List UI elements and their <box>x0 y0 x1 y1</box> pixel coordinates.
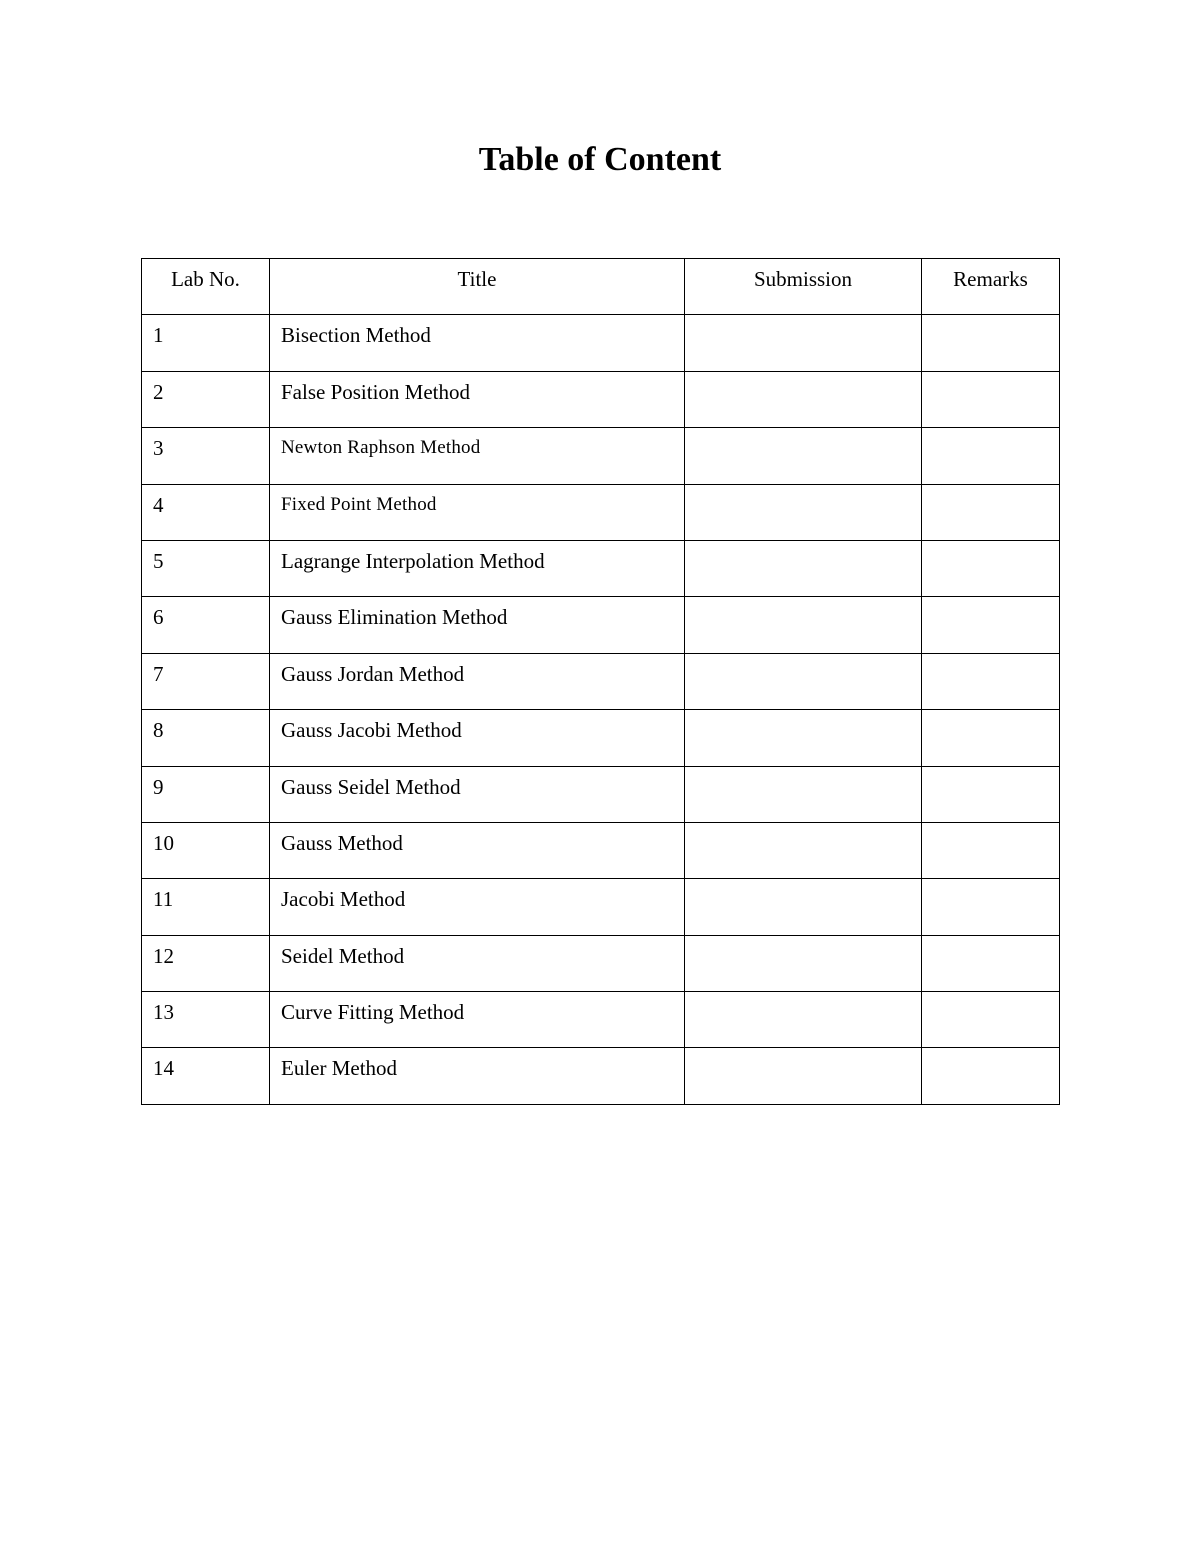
lab-no-cell: 5 <box>142 540 270 596</box>
title-cell: False Position Method <box>270 371 685 427</box>
lab-no-cell: 6 <box>142 597 270 653</box>
table-row <box>142 992 1060 1048</box>
submission-cell <box>685 484 922 540</box>
title-cell: Gauss Method <box>270 822 685 878</box>
table-row <box>142 1048 1060 1104</box>
header-remarks: Remarks <box>922 259 1060 315</box>
title-cell: Fixed Point Method <box>270 484 685 540</box>
remarks-cell <box>922 484 1060 540</box>
header-title: Title <box>270 259 685 315</box>
submission-cell <box>685 879 922 935</box>
table-row <box>142 540 1060 596</box>
title-cell: Gauss Elimination Method <box>270 597 685 653</box>
header-lab-no: Lab No. <box>142 259 270 315</box>
remarks-cell <box>922 315 1060 371</box>
remarks-cell <box>922 597 1060 653</box>
table-of-content <box>141 258 1060 1105</box>
title-cell: Gauss Seidel Method <box>270 766 685 822</box>
remarks-cell <box>922 1048 1060 1104</box>
remarks-cell <box>922 992 1060 1048</box>
table-row <box>142 710 1060 766</box>
submission-cell <box>685 540 922 596</box>
table-row <box>142 879 1060 935</box>
lab-no-cell: 14 <box>142 1048 270 1104</box>
remarks-cell <box>922 879 1060 935</box>
table-row <box>142 653 1060 709</box>
lab-no-cell: 4 <box>142 484 270 540</box>
submission-cell <box>685 653 922 709</box>
title-cell: Curve Fitting Method <box>270 992 685 1048</box>
title-cell: Seidel Method <box>270 935 685 991</box>
header-submission: Submission <box>685 259 922 315</box>
submission-cell <box>685 710 922 766</box>
lab-no-cell: 13 <box>142 992 270 1048</box>
table-row <box>142 766 1060 822</box>
lab-no-cell: 11 <box>142 879 270 935</box>
table-row <box>142 315 1060 371</box>
title-cell: Bisection Method <box>270 315 685 371</box>
submission-cell <box>685 597 922 653</box>
lab-no-cell: 10 <box>142 822 270 878</box>
submission-cell <box>685 766 922 822</box>
lab-no-cell: 8 <box>142 710 270 766</box>
remarks-cell <box>922 540 1060 596</box>
table-row <box>142 822 1060 878</box>
lab-no-cell: 1 <box>142 315 270 371</box>
lab-no-cell: 3 <box>142 428 270 484</box>
title-cell: Lagrange Interpolation Method <box>270 540 685 596</box>
table-row <box>142 597 1060 653</box>
submission-cell <box>685 935 922 991</box>
remarks-cell <box>922 822 1060 878</box>
table-header <box>142 259 1060 315</box>
table-row <box>142 935 1060 991</box>
submission-cell <box>685 992 922 1048</box>
header-row <box>142 259 1060 315</box>
submission-cell <box>685 428 922 484</box>
lab-no-cell: 9 <box>142 766 270 822</box>
title-cell: Jacobi Method <box>270 879 685 935</box>
title-cell: Newton Raphson Method <box>270 428 685 484</box>
remarks-cell <box>922 371 1060 427</box>
table-row <box>142 428 1060 484</box>
lab-no-cell: 7 <box>142 653 270 709</box>
table-row <box>142 371 1060 427</box>
title-cell: Gauss Jordan Method <box>270 653 685 709</box>
submission-cell <box>685 822 922 878</box>
remarks-cell <box>922 653 1060 709</box>
title-cell: Euler Method <box>270 1048 685 1104</box>
submission-cell <box>685 371 922 427</box>
remarks-cell <box>922 935 1060 991</box>
table-body <box>142 315 1060 1104</box>
remarks-cell <box>922 428 1060 484</box>
submission-cell <box>685 315 922 371</box>
table-row <box>142 484 1060 540</box>
remarks-cell <box>922 766 1060 822</box>
remarks-cell <box>922 710 1060 766</box>
submission-cell <box>685 1048 922 1104</box>
title-cell: Gauss Jacobi Method <box>270 710 685 766</box>
lab-no-cell: 12 <box>142 935 270 991</box>
page-title: Table of Content <box>478 141 722 178</box>
lab-no-cell: 2 <box>142 371 270 427</box>
